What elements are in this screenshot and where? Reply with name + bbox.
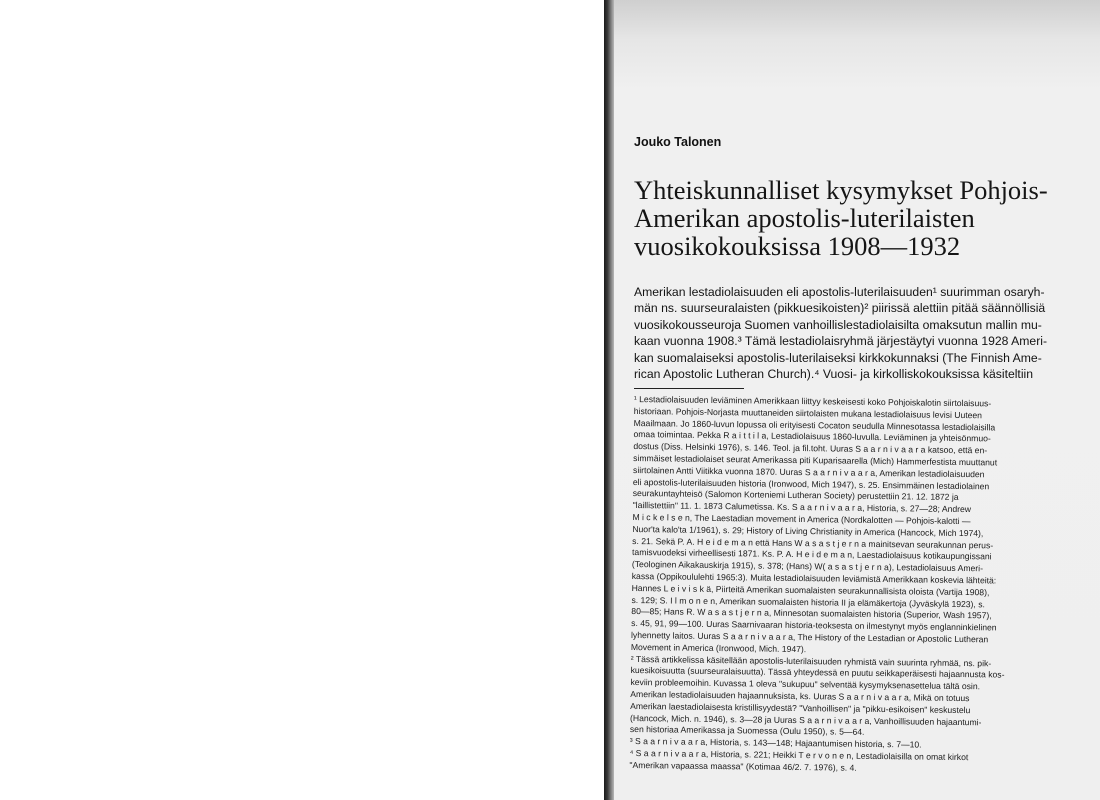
footnote-line: kassa (Oppikoululehti 1965:3). Muita lestadiolaisuuden leviämistä Amerikkaan koskevia lähteitä: — [631, 570, 997, 586]
body-line: rican Apostolic Lutheran Church).⁴ Vuosi- ja kirkolliskokouksissa käsiteltiin — [634, 366, 1034, 381]
footnote-line: s. 21. Sekä P. A. H e i d e m a n että Hans W a s a s t j e r n a mainitsevan seurakunnan perus- — [632, 535, 994, 550]
footnote-line: dostus (Diss. Helsinki 1976), s. 146. Teol. ja fil.toht. Uuras S a a r n i v a a r a katsoo, että en- — [633, 441, 988, 456]
footnote-line: ⁴ S a a r n i v a a r a, Historia, s. 221; Heikki T e r v o n e n, Lestadiolaisilla on omat kirkot — [629, 747, 969, 763]
author-name: Jouko Talonen — [634, 135, 722, 149]
footnote-line: Amerikan laestadiolaisesta kristillisyydestä? "Vanhoillisen" ja "pikku-esikoisen" keskustelu — [630, 700, 971, 715]
footnote-line: Maailmaan. Jo 1860-luvun lopussa oli erityisesti Cocaton seudulla Minnesotassa lestadiolaisilla — [633, 417, 996, 433]
footnote-line: Hannes L e i v i s k ä, Piirteitä Amerikan suomalaisten seurakunnallisista oloista (Vartija 1908), — [631, 582, 990, 598]
footnote-line: 80—85; Hans R. W a s a s t j e r n a, Minnesotan suomalaisten historia (Superior, Wash 1957), — [631, 606, 992, 621]
footnote-line: tamisvuodeksi virheellisesti 1871. Ks. P. A. H e i d e m a n, Laestadiolaisuus kotikaupungissani — [632, 547, 992, 562]
footnote-divider — [634, 388, 744, 389]
title-line: Yhteiskunnalliset kysymykset Pohjois- — [634, 175, 1048, 205]
body-line: kan suomalaiseksi apostolis-luterilaiseksi kirkkokunnaksi (The Finnish Ame- — [634, 350, 1042, 365]
footnote-line: Movement in America (Ironwood, Mich. 1947). — [630, 641, 807, 654]
footnote-line: historiaan. Pohjois-Norjasta muuttaneiden siirtolaisten mukana lestadiolaisuus levisi Uuteen — [633, 405, 983, 421]
footnote-line: seurakuntayhteisö (Salomon Korteniemi Lutheran Society) perustettiin 21. 12. 1872 ja — [632, 488, 959, 503]
footnote-line: kuesikoisuutta (suurseuralaisuutta). Tässä yhteydessä en puutu seikkaperäisesti hajaannusta kos- — [630, 665, 1005, 680]
footnote-line: M i c k e l s e n, The Laestadian movement in America (Nordkalotten — Pohjois-kalotti — — [632, 511, 971, 527]
body-line: kaan vuonna 1908.³ Tämä lestadiolaisryhmä järjestäytyi vuonna 1928 Ameri- — [634, 334, 1048, 349]
title-line: vuosikokouksissa 1908—1932 — [634, 231, 961, 261]
footnote-line: "Amerikan vapaassa maassa" (Kotimaa 46/2. 7. 1976), s. 4. — [629, 759, 857, 773]
title-line: Amerikan apostolis-luterilaisten — [634, 203, 975, 233]
article-title — [634, 176, 1064, 260]
footnote-line: ¹ Lestadiolaisuuden leviäminen Amerikkaan liittyy keskeisesti koko Pohjoiskalotin siirtolaisuus- — [633, 394, 992, 409]
footnote-line: keviin probleemoihin. Kuvassa 1 oleva "sukupuu" selventää kysymyksenasettelua tältä osin. — [630, 677, 981, 692]
body-line: vuosikokousseuroja Suomen vanhoillislestadiolaisilta omaksutun mallin mu- — [634, 317, 1042, 332]
show-through-text — [634, 66, 1074, 106]
footnote-line: siirtolainen Antti Viitikka vuonna 1870. Uuras S a a r n i v a a r a, Amerikan lestadiolaisuuden — [633, 464, 985, 480]
right-page — [614, 0, 1100, 800]
footnote-line: Nuor'ta kalo'ta 1/1961), s. 29; History of Living Christianity in America (Hancock, Mich 1974), — [632, 523, 984, 539]
footnote-line: eli apostolis-luterilaisuuden historia (Ironwood, Mich 1947), s. 25. Ensimmäinen lestadiolainen — [632, 476, 990, 491]
footnote-line: sen historiaa Amerikassa ja Suomessa (Oulu 1950), s. 5—64. — [629, 724, 865, 738]
footnote-line: s. 129; S. I l m o n e n, Amerikan suomalaisten historia II ja elämäkertoja (Jyväskylä 1923), s. — [631, 594, 985, 609]
footnote-line: s. 45, 91, 99—100. Uuras Saarnivaaran historia-teoksesta on ilmestynyt myös englanninkielinen — [631, 618, 997, 633]
body-line: Amerikan lestadiolaisuuden eli apostolis-luterilaisuuden¹ suurimman osaryh- — [634, 285, 1045, 299]
footnote-line: Amerikan lestadiolaisuuden hajaannuksista, ks. Uuras S a a r n i v a a r a, Mikä on totuus — [630, 688, 970, 704]
body-line: män ns. suurseuralaisten (pikkuesikoisten)² piirissä alettiin pitää säännöllisiä — [634, 301, 1046, 316]
body-paragraph — [634, 284, 1100, 382]
footnote-line: ³ S a a r n i v a a r a, Historia, s. 143—148; Hajaantumisen historia, s. 7—10. — [629, 736, 922, 750]
footnote-line: omaa toimintaa. Pekka R a i t t i l a, Lestadiolaisuus 1860-luvulla. Leviäminen ja yhteisönmuo- — [633, 429, 991, 444]
footnote-line: simmäiset lestadiolaiset seurat Amerikassa piti Kuparisaarella (Mich) Hammerfestista muuttanut — [633, 452, 998, 468]
footnote-line: ² Tässä artikkelissa käsitellään apostolis-luterilaisuuden ryhmistä vain suurinta ryhmää, ns. pik- — [630, 653, 992, 668]
footnote-line: (Teologinen Aikakauskirja 1915), s. 378; (Hans) W( a s a s t j e r n a), Lestadiolaisuus Ameri- — [631, 559, 984, 574]
footnote-line: lyhennetty laitos. Uuras S a a r n i v a a r a, The History of the Lestadian or Apostolic Lutheran — [630, 629, 989, 645]
footnotes — [629, 394, 1100, 777]
footnote-line: "laillistettiin" 11. 1. 1873 Calumetissa. Ks. S a a r n i v a a r a, Historia, s. 27—28; Andrew — [632, 500, 972, 515]
footnote-line: (Hancock, Mich. n. 1946), s. 3—28 ja Uuras S a a r n i v a a r a, Vanhoillisuuden hajaantumi- — [629, 712, 982, 727]
